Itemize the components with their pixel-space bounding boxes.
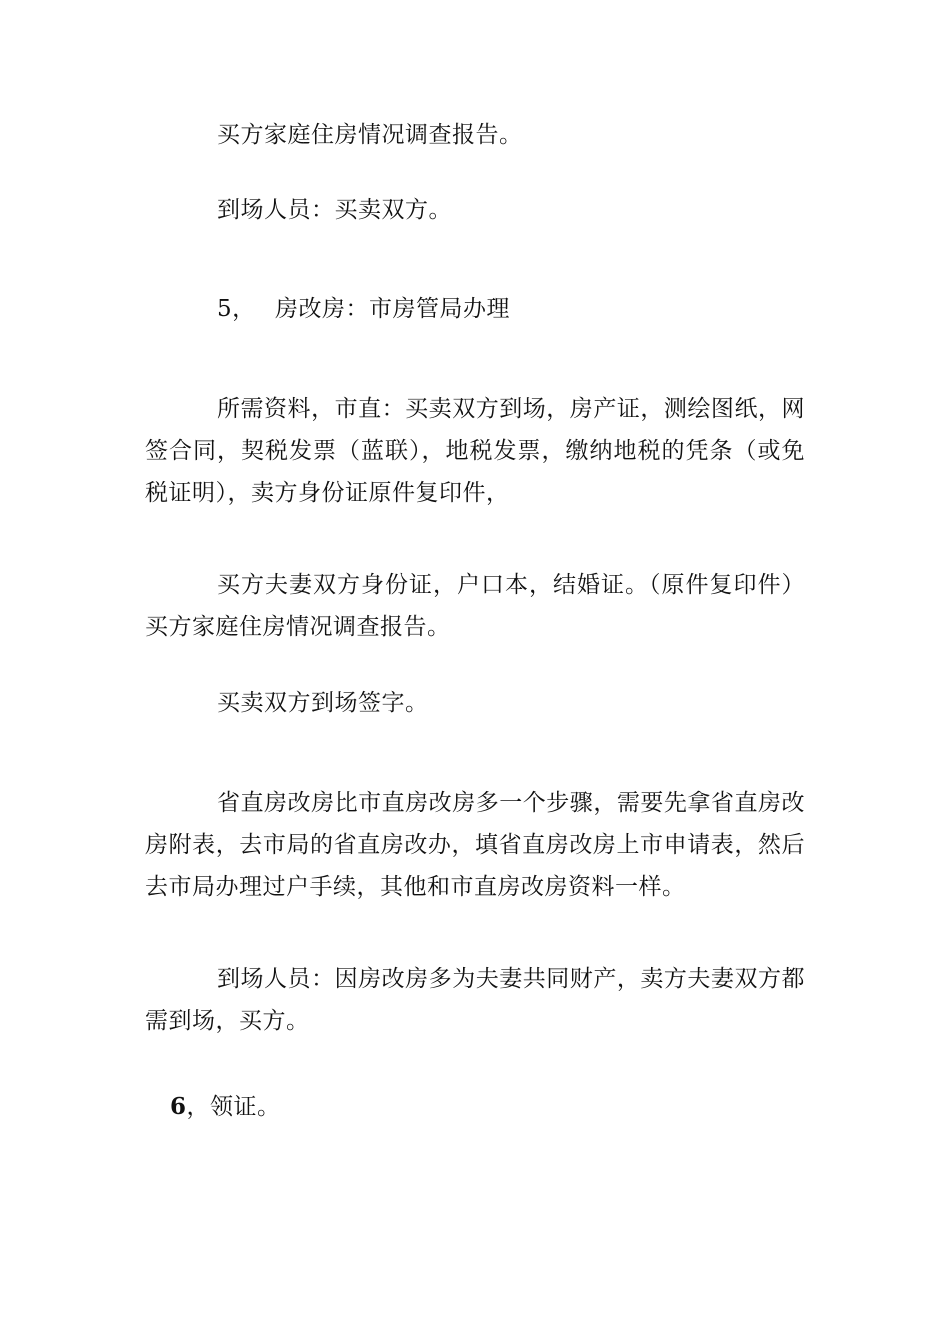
- section-number-6: 6: [170, 1093, 187, 1120]
- section-heading-5: [217, 288, 510, 330]
- section-number-5: 5，: [217, 296, 256, 322]
- section-heading-6: [170, 1086, 281, 1128]
- section-title-5: 房改房：市房管局办理: [275, 296, 510, 322]
- paragraph-attendees-housing-reform: 到场人员：因房改房多为夫妻共同财产，卖方夫妻双方都需到场，买方。: [145, 966, 805, 1034]
- paragraph-buyer-housing-report: 买方家庭住房情况调查报告。: [217, 122, 523, 148]
- paragraph-attendees-both-parties: 到场人员：买卖双方。: [217, 197, 452, 223]
- paragraph-required-materials: 所需资料，市直：买卖双方到场，房产证，测绘图纸，网签合同，契税发票（蓝联），地税发票，缴纳地税的凭条（或免税证明），卖方身份证原件复印件，: [145, 396, 805, 506]
- section-title-6: ，领证。: [186, 1094, 281, 1120]
- paragraph-sign-on-site: 买卖双方到场签字。: [217, 690, 429, 716]
- paragraph-provincial-housing-reform: 省直房改房比市直房改房多一个步骤，需要先拿省直房改房附表，去市局的省直房改办，填省直房改房上市申请表，然后去市局办理过户手续，其他和市直房改房资料一样。: [145, 790, 805, 900]
- paragraph-buyer-documents: 买方夫妻双方身份证，户口本，结婚证。（原件复印件）买方家庭住房情况调查报告。: [145, 572, 805, 640]
